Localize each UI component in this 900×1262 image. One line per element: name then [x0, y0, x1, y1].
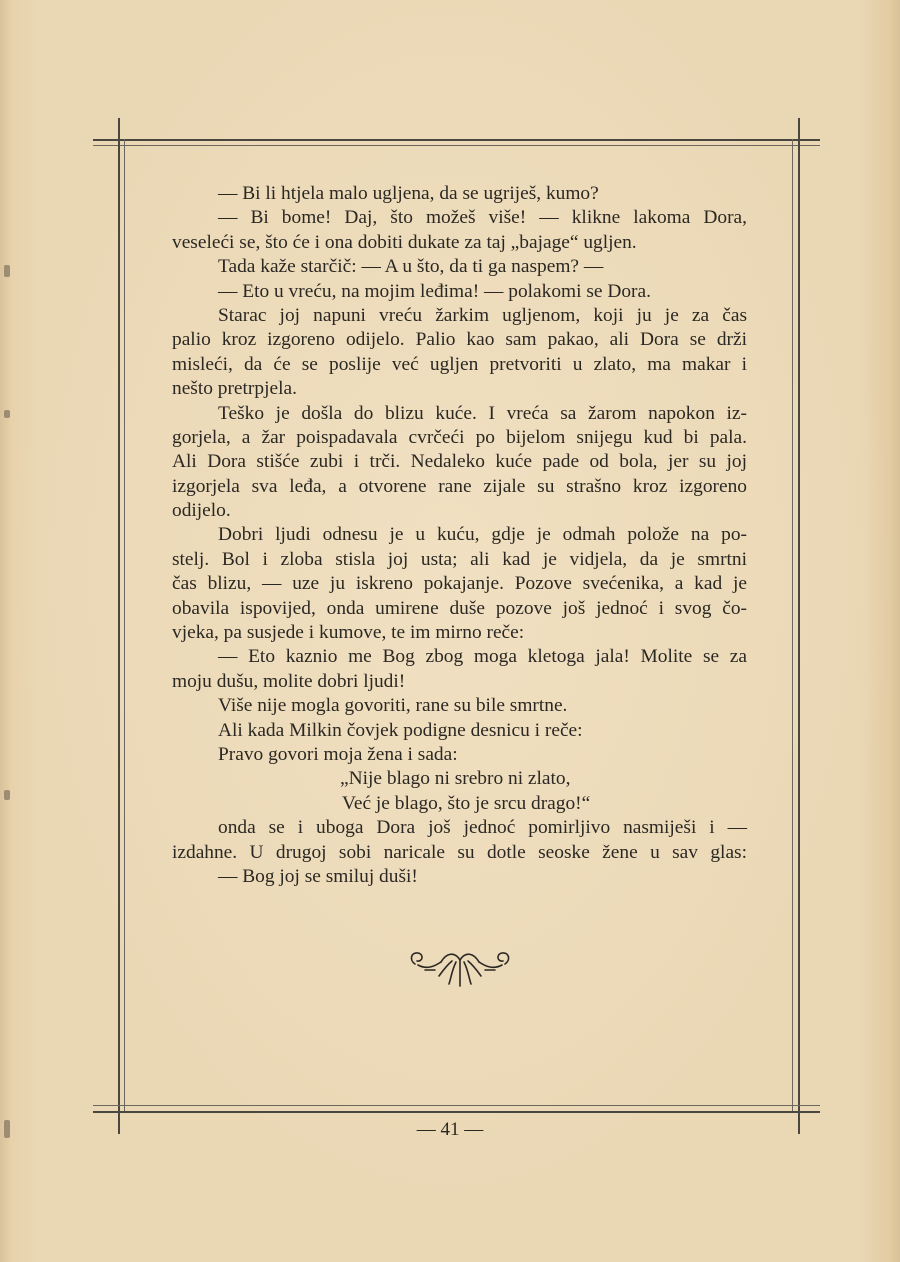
text-line: — Eto kaznio me Bog zbog moga kletoga jala! Molite se za	[218, 646, 747, 668]
text-line: Ali Dora stišće zubi i trči. Nedaleko kuće pade od bola, jer su joj	[172, 451, 747, 473]
text-line: čas blizu, — uze ju iskreno pokajanje. Pozove svećenika, a kad je	[172, 573, 747, 595]
text-line: vjeka, pa susjede i kumove, te im mirno reče:	[172, 622, 525, 644]
verse-line: „Nije blago ni srebro ni zlato,	[340, 768, 571, 790]
text-line: — Eto u vreću, na mojim leđima! — polakomi se Dora.	[218, 280, 651, 302]
text-line: Više nije mogla govoriti, rane su bile smrtne.	[218, 695, 568, 717]
text-line: misleći, da će se poslije već ugljen pretvoriti u zlato, ma makar i	[172, 353, 747, 375]
text-line: — Bog joj se smiluj duši!	[218, 865, 418, 887]
text-line: veseleći se, što će i ona dobiti dukate za taj „bajage“ ugljen.	[172, 231, 637, 253]
text-line: Pravo govori moja žena i sada:	[218, 743, 458, 765]
top-rule-inner	[93, 145, 820, 146]
text-line: izdahne. U drugoj sobi naricale su dotle seoske žene u sav glas:	[172, 841, 747, 863]
text-line: — Bi li htjela malo ugljena, da se ugriješ, kumo?	[218, 183, 599, 204]
text-line: Dobri ljudi odnesu je u kuću, gdje je odmah polože na po-	[218, 524, 747, 546]
text-line: Ali kada Milkin čovjek podigne desnicu i reče:	[218, 719, 583, 741]
story-text	[172, 182, 747, 889]
bottom-rule-outer	[93, 1111, 820, 1113]
edge-mark	[4, 265, 10, 277]
right-rule-outer	[798, 118, 800, 1134]
text-line: Tada kaže starčič: — A u što, da ti ga naspem? —	[218, 256, 604, 278]
edge-mark	[4, 1120, 10, 1138]
right-rule-inner	[792, 139, 793, 1113]
top-rule-outer	[93, 139, 820, 141]
text-line: palio kroz izgoreno odijelo. Palio kao sam pakao, ali Dora se drži	[172, 329, 747, 351]
text-line: — Bi bome! Daj, što možeš više! — klikne lakoma Dora,	[218, 207, 747, 229]
page-number: — 41 —	[416, 1119, 484, 1140]
text-line: odijelo.	[172, 500, 231, 522]
verse-line: Već je blago, što je srcu drago!“	[342, 792, 591, 814]
text-line: Starac joj napuni vreću žarkim ugljenom, koji ju je za čas	[218, 304, 747, 326]
text-line: izgorjela sva leđa, a otvorene rane zijale su strašno kroz izgoreno	[172, 475, 747, 497]
text-line: stelj. Bol i zloba stisla joj usta; ali kad je vidjela, da je smrtni	[172, 548, 747, 570]
edge-mark	[4, 790, 10, 800]
left-rule-inner	[124, 139, 125, 1113]
bottom-rule-inner	[93, 1105, 820, 1106]
text-line: obavila ispovijed, onda umirene duše pozove još jednoć i svog čo-	[172, 597, 747, 619]
text-line: Teško je došla do blizu kuće. I vreća sa žarom napokon iz-	[218, 402, 747, 424]
text-line: onda se i uboga Dora još jednoć pomirljivo nasmiješi i —	[218, 817, 747, 839]
text-line: gorjela, a žar poispadavala cvrčeći po bijelom snijegu kud bi pala.	[172, 426, 747, 448]
text-line: nešto pretrpjela.	[172, 378, 297, 400]
floral-vignette-icon	[405, 938, 515, 992]
left-rule-outer	[118, 118, 120, 1134]
edge-mark	[4, 410, 10, 418]
text-line: moju dušu, molite dobri ljudi!	[172, 670, 406, 692]
